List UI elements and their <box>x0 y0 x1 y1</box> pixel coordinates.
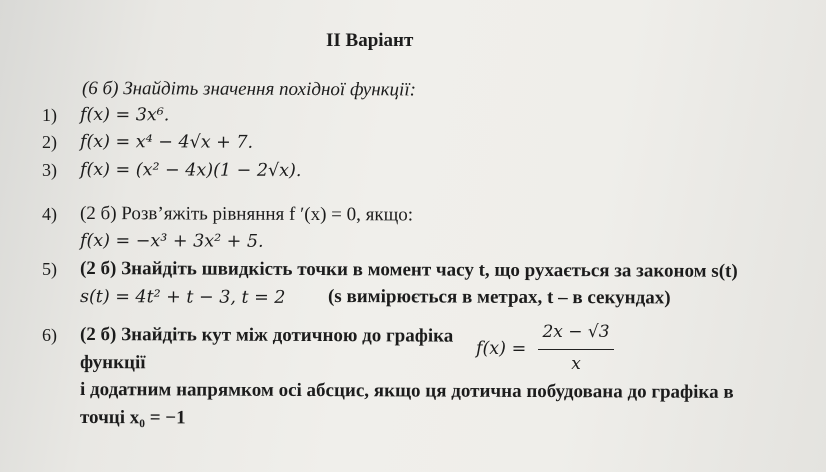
task1-item-2-formula: f(x) = x⁴ − 4√x + 7. <box>79 132 254 153</box>
task6-number: 6) <box>42 325 57 345</box>
fraction-lhs: f(x) = <box>476 339 527 359</box>
task1-item-2-number: 2) <box>42 132 57 152</box>
task6-function-fraction <box>476 322 676 378</box>
task4-formula: f(x) = −x³ + 3x² + 5. <box>79 231 264 252</box>
task5-formula: s(t) = 4t² + t − 3, t = 2 <box>79 287 286 308</box>
fraction-bar <box>538 349 614 350</box>
task6-text-line3: і додатним напрямком осі абсцис, якщо ця дотична побудована до графіка в <box>79 379 734 403</box>
task1-item-3-number: 3) <box>42 160 57 180</box>
task5-number: 5) <box>42 259 57 279</box>
task6-text-line4: точці x₀ = −1 <box>79 407 186 429</box>
fraction-denominator: x <box>571 354 581 374</box>
task5-text: (2 б) Знайдіть швидкість точки в момент часу t, що рухається за законом s(t) <box>79 258 738 282</box>
task6-text-line1: (2 б) Знайдіть кут між дотичною до графіка <box>79 324 454 347</box>
task1-intro: (6 б) Знайдіть значення похідної функції: <box>81 78 417 101</box>
task5-note: (s вимірюється в метрах, t – в секундах) <box>327 286 671 309</box>
task4-text: (2 б) Розв’яжіть рівняння f ′(x) = 0, якщо: <box>79 203 414 226</box>
fraction-numerator: 2x − √3 <box>542 322 610 342</box>
task1-item-1-number: 1) <box>42 105 57 125</box>
task4-number: 4) <box>42 204 57 224</box>
variant-title: II Варіант <box>326 30 414 51</box>
task6-text-line2: функції <box>79 352 146 374</box>
task1-item-1-formula: f(x) = 3x⁶. <box>79 105 170 126</box>
task1-item-3-formula: f(x) = (x² − 4x)(1 − 2√x). <box>79 160 302 181</box>
